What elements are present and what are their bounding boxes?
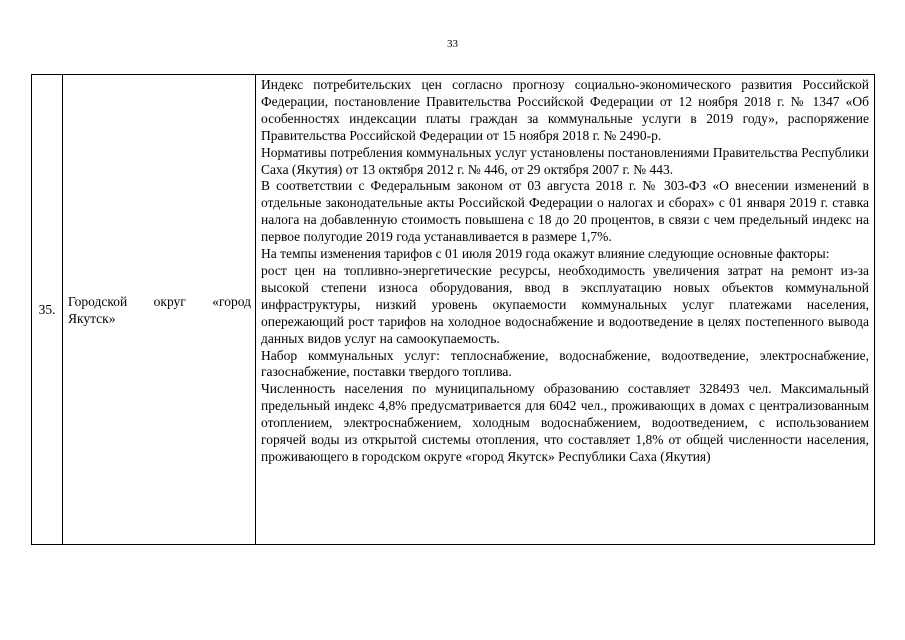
municipality-cell — [63, 75, 256, 545]
paragraph-norms: Нормативы потребления коммунальных услуг установлены постановлениями Правительства Республики Саха (Якутия) от 13 октября 2012 г. № 446, от 29 октября 2007 г. № 443. — [261, 144, 869, 177]
paragraph-factors-intro: На темпы изменения тарифов с 01 июля 2019 года окажут влияние следующие основные факторы: — [261, 246, 830, 262]
paragraph-factors: рост цен на топливно-энергетические ресурсы, необходимость увеличения затрат на ремонт из-за высокой степени износа оборудования, ввод в эксплуатацию новых объектов коммунальной инфраструктуры, низкий уровень окупаемости коммунальных услуг платежами населения, опережающий рост тарифов на холодное водоснабжение и водоотведение в целях постепенного вывода данных видов услуг на самоокупаемость. — [261, 262, 869, 346]
row-number: 35. — [38, 302, 56, 317]
paragraph-vat: В соответствии с Федеральным законом от 03 августа 2018 г. № 303-ФЗ «О внесении изменений в отдельные законодательные акты Российской Федерации о налогах и сборах» с 01 января 2019 г. ставка налога на добавленную стоимость повышена с 18 до 20 процентов, в связи с чем предельный индекс на первое полугодие 2019 года устанавливается в размере 1,7%. — [261, 178, 869, 245]
paragraph-services: Набор коммунальных услуг: теплоснабжение, водоснабжение, водоотведение, электроснабжение, газоснабжение, поставки твердого топлива. — [261, 347, 869, 380]
row-number-cell — [32, 75, 63, 545]
description-cell — [256, 75, 875, 545]
tariff-table — [31, 74, 875, 545]
paragraph-cpi: Индекс потребительских цен согласно прогнозу социально-экономического развития Российской Федерации, постановление Правительства Российской Федерации от 12 ноября 2018 г. № 1347 «Об особенностях индексации платы граждан за коммунальные услуги в 2019 году», распоряжение Правительства Российской Федерации от 15 ноября 2018 г. № 2490-р. — [261, 77, 869, 143]
description-text — [256, 75, 874, 466]
paragraph-population: Численность населения по муниципальному образованию составляет 328493 чел. Максимальный предельный индекс 4,8% предусматривается для 6042 чел., проживающих в домах с централизованным отоплением, электроснабжением, холодным водоснабжением, водоотведением, с использованием горячей воды из открытой системы отопления, что составляет 1,8% от общей численности населения, проживающего в городском округе «город Якутск» Республики Саха (Якутия) — [261, 381, 869, 464]
table-row — [32, 75, 875, 545]
municipality-name: Городской округ «город Якутск» — [68, 293, 251, 326]
page-number: 33 — [447, 38, 458, 50]
